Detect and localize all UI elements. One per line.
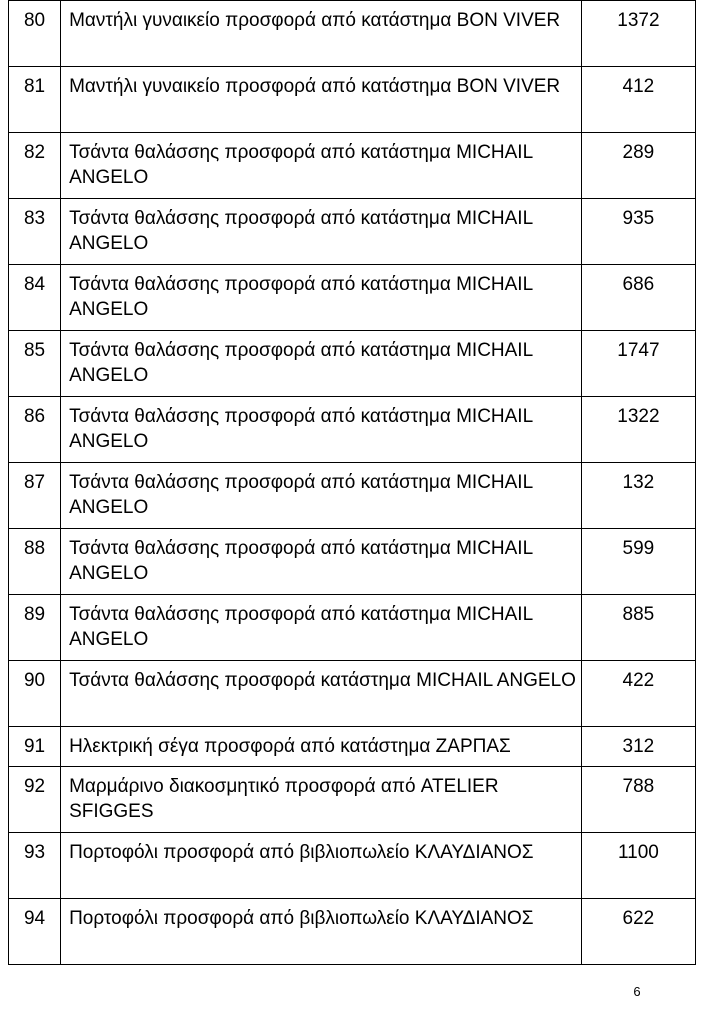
row-value: 1100 [581,833,695,899]
row-number: 86 [9,397,61,463]
prize-table-body [9,1,696,965]
row-value: 935 [581,199,695,265]
table-row [9,397,696,463]
row-description: Τσάντα θαλάσσης προσφορά από κατάστημα MICHAIL ANGELO [61,331,582,397]
row-number: 94 [9,899,61,965]
row-number: 90 [9,661,61,727]
row-value: 1747 [581,331,695,397]
row-number: 83 [9,199,61,265]
row-number: 81 [9,67,61,133]
table-row [9,1,696,67]
row-description: Μαντήλι γυναικείο προσφορά από κατάστημα BON VIVER [61,1,582,67]
row-description: Τσάντα θαλάσσης προσφορά από κατάστημα MICHAIL ANGELO [61,463,582,529]
row-description: Τσάντα θαλάσσης προσφορά κατάστημα MICHAIL ANGELO [61,661,582,727]
row-description: Μαντήλι γυναικείο προσφορά από κατάστημα BON VIVER [61,67,582,133]
row-value: 1322 [581,397,695,463]
row-description: Μαρμάρινο διακοσμητικό προσφορά από ATELIER SFIGGES [61,767,582,833]
table-row [9,529,696,595]
table-row [9,899,696,965]
row-description: Τσάντα θαλάσσης προσφορά από κατάστημα MICHAIL ANGELO [61,397,582,463]
row-value: 788 [581,767,695,833]
page-number: 6 [633,984,641,999]
row-value: 289 [581,133,695,199]
row-value: 412 [581,67,695,133]
row-number: 85 [9,331,61,397]
row-description: Τσάντα θαλάσσης προσφορά από κατάστημα MICHAIL ANGELO [61,529,582,595]
row-value: 312 [581,727,695,767]
table-row [9,133,696,199]
row-number: 91 [9,727,61,767]
row-description: Τσάντα θαλάσσης προσφορά από κατάστημα MICHAIL ANGELO [61,265,582,331]
row-number: 82 [9,133,61,199]
row-number: 88 [9,529,61,595]
row-value: 622 [581,899,695,965]
row-value: 686 [581,265,695,331]
table-row [9,833,696,899]
row-description: Τσάντα θαλάσσης προσφορά από κατάστημα MICHAIL ANGELO [61,133,582,199]
row-value: 1372 [581,1,695,67]
row-description: Ηλεκτρική σέγα προσφορά από κατάστημα ΖΑΡΠΑΣ [61,727,582,767]
table-row [9,595,696,661]
row-description: Πορτοφόλι προσφορά από βιβλιοπωλείο ΚΛΑΥΔΙΑΝΟΣ [61,899,582,965]
row-number: 93 [9,833,61,899]
table-row [9,331,696,397]
table-row [9,463,696,529]
table-row [9,727,696,767]
row-value: 422 [581,661,695,727]
row-number: 84 [9,265,61,331]
table-row [9,767,696,833]
row-number: 92 [9,767,61,833]
row-number: 87 [9,463,61,529]
row-number: 89 [9,595,61,661]
row-number: 80 [9,1,61,67]
row-value: 599 [581,529,695,595]
prize-table [8,0,696,965]
row-description: Τσάντα θαλάσσης προσφορά από κατάστημα MICHAIL ANGELO [61,199,582,265]
table-row [9,265,696,331]
row-value: 132 [581,463,695,529]
row-description: Πορτοφόλι προσφορά από βιβλιοπωλείο ΚΛΑΥΔΙΑΝΟΣ [61,833,582,899]
row-value: 885 [581,595,695,661]
table-row [9,199,696,265]
table-row [9,67,696,133]
table-row [9,661,696,727]
row-description: Τσάντα θαλάσσης προσφορά από κατάστημα MICHAIL ANGELO [61,595,582,661]
